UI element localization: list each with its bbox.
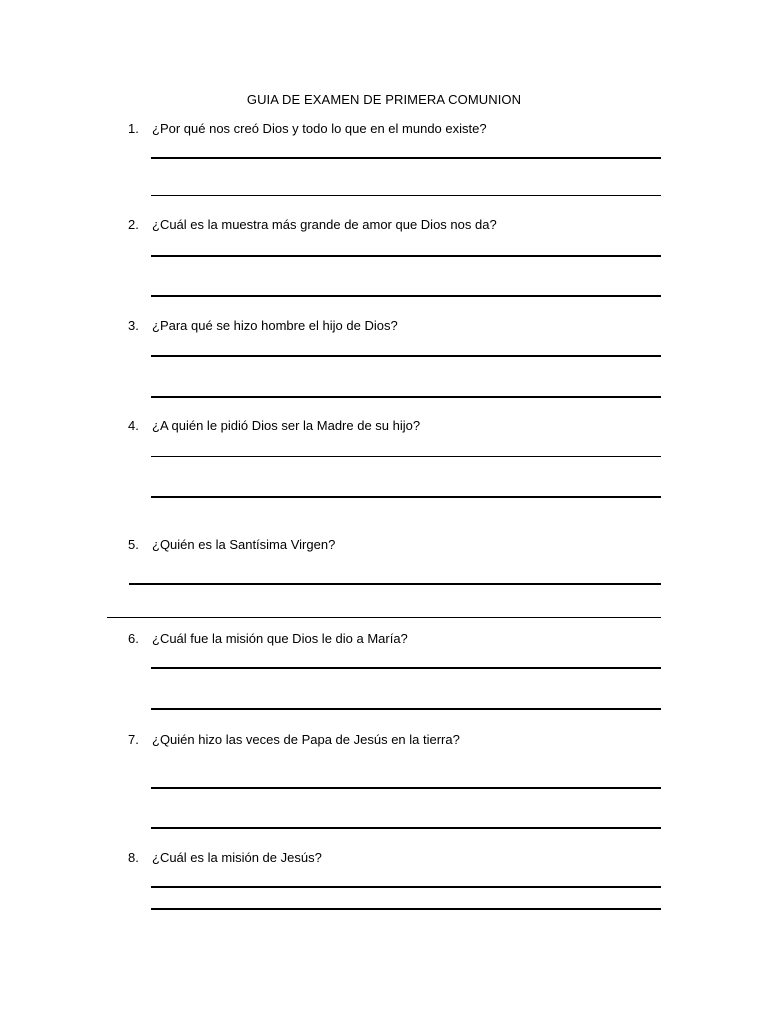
answer-line[interactable] (151, 496, 661, 498)
question-text: ¿Para qué se hizo hombre el hijo de Dios? (152, 318, 398, 333)
answer-line[interactable] (151, 255, 661, 257)
question-3 (128, 318, 398, 333)
question-6 (128, 631, 408, 646)
question-text: ¿A quién le pidió Dios ser la Madre de su hijo? (152, 418, 421, 433)
answer-line[interactable] (151, 456, 661, 457)
question-text: ¿Cuál fue la misión que Dios le dio a María? (152, 631, 408, 646)
question-number: 1. (128, 121, 139, 136)
question-number: 2. (128, 217, 139, 232)
question-4 (128, 418, 420, 433)
answer-line[interactable] (151, 295, 661, 297)
question-number: 3. (128, 318, 139, 333)
question-text: ¿Por qué nos creó Dios y todo lo que en el mundo existe? (152, 121, 487, 136)
question-number: 4. (128, 418, 139, 433)
answer-line[interactable] (151, 886, 661, 888)
answer-line[interactable] (151, 667, 661, 669)
question-text: ¿Quién es la Santísima Virgen? (152, 537, 336, 552)
question-text: ¿Quién hizo las veces de Papa de Jesús en la tierra? (152, 732, 460, 747)
question-2 (128, 217, 497, 232)
question-number: 6. (128, 631, 139, 646)
answer-line[interactable] (151, 396, 661, 398)
page-title: GUIA DE EXAMEN DE PRIMERA COMUNION (246, 92, 522, 107)
answer-line[interactable] (151, 355, 661, 357)
answer-line[interactable] (151, 827, 661, 829)
question-8 (128, 850, 322, 865)
question-7 (128, 732, 460, 747)
question-number: 5. (128, 537, 139, 552)
question-5 (128, 537, 335, 552)
answer-line[interactable] (151, 157, 661, 159)
answer-line[interactable] (151, 908, 661, 910)
answer-line[interactable] (151, 195, 661, 196)
answer-line[interactable] (107, 617, 661, 618)
question-text: ¿Cuál es la muestra más grande de amor que Dios nos da? (152, 217, 497, 232)
answer-line[interactable] (151, 708, 661, 710)
question-text: ¿Cuál es la misión de Jesús? (152, 850, 322, 865)
answer-line[interactable] (151, 787, 661, 789)
question-1 (128, 121, 487, 136)
question-number: 8. (128, 850, 139, 865)
answer-line[interactable] (129, 583, 661, 585)
question-number: 7. (128, 732, 139, 747)
